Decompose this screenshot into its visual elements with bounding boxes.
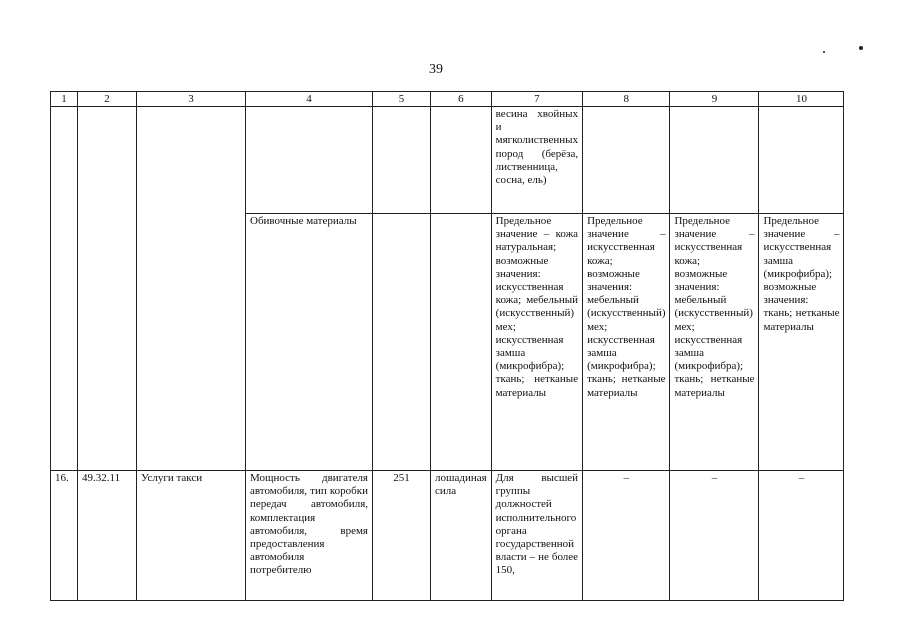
- table-cell: [670, 107, 759, 214]
- unit-code: 251: [373, 471, 431, 601]
- taxi-characteristics: Мощность двигателя автомобиля, тип коробки передач автомобиля, комплектация автомобиля, время предоставления автомобиля потребителю: [246, 471, 373, 601]
- upholstery-value-col7: [491, 214, 582, 471]
- column-number: 3: [137, 92, 246, 107]
- column-number: 5: [373, 92, 431, 107]
- column-number: 1: [51, 92, 78, 107]
- dash-cell: –: [583, 471, 670, 601]
- row-number: 16.: [51, 471, 78, 601]
- table-cell: [78, 107, 137, 471]
- page-number: 39: [429, 62, 443, 77]
- dash-cell: –: [670, 471, 759, 601]
- upholstery-value-col9: Предельное значение – искусственная кожа; возможные значения: мебельный (искусственный) мех; искусственная замша (микрофибра); ткань; нетканые материалы: [670, 214, 759, 471]
- table-cell: [431, 214, 492, 471]
- column-number: 4: [246, 92, 373, 107]
- table-cell: [137, 107, 246, 471]
- table-cell: [583, 107, 670, 214]
- upholstery-characteristic: Обивочные материалы: [246, 214, 373, 471]
- table-cell: [759, 107, 844, 214]
- column-number: 2: [78, 92, 137, 107]
- continued-row: [51, 107, 844, 214]
- column-number: 6: [431, 92, 492, 107]
- possible-values-text: возможные значения: мебельный (искусственный) мех; искусственная замша (микрофибра); ткань; нетканые материалы: [587, 267, 666, 399]
- service-name: Услуги такси: [137, 471, 246, 601]
- wood-species-text: весина хвойных и мягколиственных пород (берёза, лиственница, сосна, ель): [491, 107, 582, 214]
- upholstery-value-col8: [583, 214, 670, 471]
- dash-cell: –: [759, 471, 844, 601]
- scan-speck: [859, 46, 863, 50]
- column-number-row: [51, 92, 844, 107]
- table-cell: [373, 107, 431, 214]
- regulation-table: [50, 91, 844, 601]
- limit-value-text: Предельное значение – кожа натуральная;: [495, 215, 579, 254]
- column-number: 10: [759, 92, 844, 107]
- unit-name: лошадиная сила: [431, 471, 492, 601]
- column-number: 8: [583, 92, 670, 107]
- table-cell: [51, 107, 78, 471]
- table-row-16: [51, 471, 844, 601]
- possible-values-text: возможные значения: искусственная кожа; мебельный (искусственный) мех; искусственная замша (микрофибра); ткань; нетканые материалы: [495, 254, 579, 399]
- limit-value-text: Предельное значение – искусственная кожа;: [587, 215, 666, 267]
- taxi-limit-value: Для высшей группы должностей исполнительного органа государственной власти – не более 150,: [491, 471, 582, 601]
- okpd-code: 49.32.11: [78, 471, 137, 601]
- upholstery-value-col10: Предельное значение – искусственная замша (микрофибра); возможные значения: ткань; нетканые материалы: [759, 214, 844, 471]
- column-number: 9: [670, 92, 759, 107]
- table-cell: [246, 107, 373, 214]
- scan-speck: [823, 51, 825, 53]
- table-cell: [431, 107, 492, 214]
- table-cell: [373, 214, 431, 471]
- column-number: 7: [491, 92, 582, 107]
